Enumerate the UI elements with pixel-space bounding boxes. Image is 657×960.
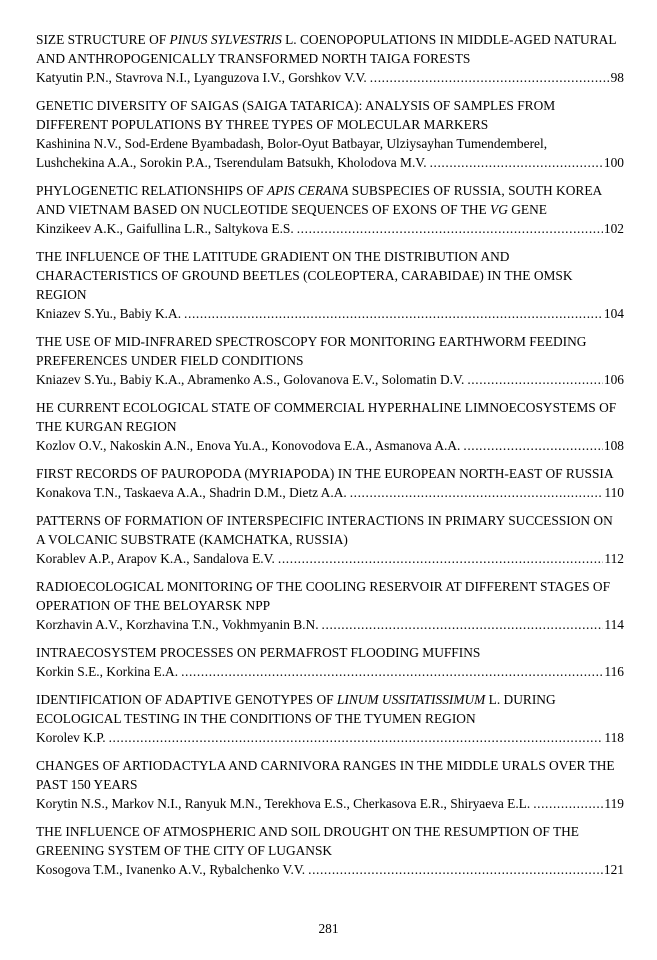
entry-page-number: 110: [604, 485, 624, 500]
dotted-leader: [109, 728, 604, 747]
entry-author-row: [36, 662, 624, 681]
toc-entry: [36, 181, 624, 238]
dotted-leader: [463, 436, 603, 455]
entry-author-row: [36, 153, 624, 172]
entry-title-segment: GENE: [507, 202, 547, 217]
toc-entry: [36, 398, 624, 455]
dotted-leader: [297, 219, 603, 238]
toc-entry: [36, 30, 624, 87]
entry-title-segment: FIRST RECORDS OF PAUROPODA (MYRIAPODA) IN THE EUROPEAN NORTH-EAST OF RUSSIA: [36, 466, 614, 481]
entry-author-row: [36, 219, 624, 238]
dotted-leader: [350, 483, 604, 502]
entry-authors-line: Kashinina N.V., Sod-Erdene Byambadash, Bolor-Oyut Batbayar, Ulziysayhan Tumendemberel,: [36, 136, 548, 151]
entry-title-segment: L. COENOPOPULATIONS IN MIDDLE-AGED NATURAL AND ANTHROPOGENICALLY TRANSFORMED NORTH TAIGA FORESTS: [36, 32, 617, 66]
entry-authors: Korolev K.P.: [36, 730, 106, 745]
toc-entry: [36, 511, 624, 568]
entry-title: [36, 332, 624, 370]
dotted-leader: [181, 662, 603, 681]
entry-title-segment: THE INFLUENCE OF ATMOSPHERIC AND SOIL DROUGHT ON THE RESUMPTION OF THE GREENING SYSTEM OF THE CITY OF LUGANSK: [36, 824, 579, 858]
entry-authors: Katyutin P.N., Stavrova N.I., Lyanguzova I.V., Gorshkov V.V.: [36, 70, 367, 85]
dotted-leader: [278, 549, 604, 568]
toc-entry: [36, 464, 624, 502]
entry-title: [36, 96, 624, 134]
entry-author-row: [36, 483, 624, 502]
toc-entry: [36, 96, 624, 172]
entry-title: [36, 690, 624, 728]
entry-title: [36, 398, 624, 436]
entry-title-segment: THE INFLUENCE OF THE LATITUDE GRADIENT ON THE DISTRIBUTION AND CHARACTERISTICS OF GROUND BEETLES (COLEOPTERA, CARABIDAE) IN THE OMSK REGION: [36, 249, 573, 302]
toc-entry: [36, 643, 624, 681]
entry-title-segment: L. DURING ECOLOGICAL TESTING IN THE CONDITIONS OF THE TYUMEN REGION: [36, 692, 556, 726]
dotted-leader: [533, 794, 603, 813]
entry-author-row: [36, 68, 624, 87]
entry-title-segment: IDENTIFICATION OF ADAPTIVE GENOTYPES OF: [36, 692, 337, 707]
dotted-leader: [184, 304, 603, 323]
entry-page-number: 116: [604, 664, 624, 679]
toc-entries: [36, 30, 624, 879]
toc-entry: [36, 247, 624, 323]
dotted-leader: [467, 370, 603, 389]
footer-page-number: 281: [318, 921, 339, 936]
entry-page-number: 102: [603, 221, 624, 236]
entry-title: [36, 181, 624, 219]
entry-authors: Kinzikeev A.K., Gaifullina L.R., Saltykova E.S.: [36, 221, 294, 236]
entry-authors: Kozlov O.V., Nakoskin A.N., Enova Yu.A., Konovodova E.A., Asmanova A.A.: [36, 438, 461, 453]
entry-page-number: 98: [610, 70, 624, 85]
entry-title: [36, 577, 624, 615]
entry-title: [36, 511, 624, 549]
entry-authors: Kosogova T.M., Ivanenko A.V., Rybalchenko V.V.: [36, 862, 306, 877]
toc-entry: [36, 822, 624, 879]
entry-title-segment: RADIOECOLOGICAL MONITORING OF THE COOLING RESERVOIR AT DIFFERENT STAGES OF OPERATION OF THE BELOYARSK NPP: [36, 579, 611, 613]
entry-page-number: 106: [603, 372, 624, 387]
entry-authors: Lushchekina A.A., Sorokin P.A., Tserendulam Batsukh, Kholodova M.V.: [36, 155, 427, 170]
dotted-leader: [430, 153, 603, 172]
entry-page-number: 112: [604, 551, 624, 566]
entry-author-row: [36, 615, 624, 634]
entry-authors: Kniazev S.Yu., Babiy K.A., Abramenko A.S., Golovanova E.V., Solomatin D.V.: [36, 372, 465, 387]
entry-author-row: [36, 436, 624, 455]
entry-authors: Korzhavin A.V., Korzhavina T.N., Vokhmyanin B.N.: [36, 617, 319, 632]
entry-title-segment: GENETIC DIVERSITY OF SAIGAS (SAIGA TATARICA): ANALYSIS OF SAMPLES FROM DIFFERENT POPULATIONS BY THREE TYPES OF MOLECULAR MARKERS: [36, 98, 556, 132]
entry-authors: Korablev A.P., Arapov K.A., Sandalova E.V.: [36, 551, 275, 566]
entry-page-number: 121: [603, 862, 624, 877]
toc-entry: [36, 332, 624, 389]
entry-title-italic-segment: PINUS SYLVESTRIS: [169, 32, 282, 47]
entry-title-segment: CHANGES OF ARTIODACTYLA AND CARNIVORA RANGES IN THE MIDDLE URALS OVER THE PAST 150 YEARS: [36, 758, 615, 792]
entry-page-number: 114: [604, 617, 624, 632]
entry-author-row: [36, 728, 624, 747]
entry-title: [36, 822, 624, 860]
toc-entry: [36, 756, 624, 813]
entry-title-italic-segment: LINUM USSITATISSIMUM: [336, 692, 486, 707]
toc-entry: [36, 690, 624, 747]
entry-page-number: 108: [603, 438, 624, 453]
entry-authors: Konakova T.N., Taskaeva A.A., Shadrin D.M., Dietz A.A.: [36, 485, 347, 500]
entry-title-segment: PHYLOGENETIC RELATIONSHIPS OF: [36, 183, 267, 198]
entry-page-number: 100: [603, 155, 624, 170]
entry-author-row: [36, 794, 624, 813]
dotted-leader: [322, 615, 604, 634]
entry-author-row: [36, 370, 624, 389]
entry-title: [36, 30, 624, 68]
entry-author-row: [36, 860, 624, 879]
entry-title-italic-segment: APIS CERANA: [267, 183, 349, 198]
entry-author-row: [36, 549, 624, 568]
entry-page-number: 104: [603, 306, 624, 321]
dotted-leader: [370, 68, 610, 87]
entry-authors: Korytin N.S., Markov N.I., Ranyuk M.N., Terekhova E.S., Cherkasova E.R., Shiryaeva E.L.: [36, 796, 531, 811]
page-footer: [0, 919, 657, 938]
entry-title-segment: SIZE STRUCTURE OF: [36, 32, 170, 47]
entry-title: [36, 247, 624, 304]
entry-page-number: 119: [604, 796, 624, 811]
entry-authors: Korkin S.E., Korkina E.A.: [36, 664, 179, 679]
entry-title-segment: HE CURRENT ECOLOGICAL STATE OF COMMERCIAL HYPERHALINE LIMNOECOSYSTEMS OF THE KURGAN REGION: [36, 400, 617, 434]
entry-title-segment: PATTERNS OF FORMATION OF INTERSPECIFIC INTERACTIONS IN PRIMARY SUCCESSION ON A VOLCANIC SUBSTRATE (KAMCHATKA, RUSSIA): [36, 513, 613, 547]
entry-title-italic-segment: VG: [490, 202, 508, 217]
entry-title-segment: THE USE OF MID-INFRARED SPECTROSCOPY FOR MONITORING EARTHWORM FEEDING PREFERENCES UNDER FIELD CONDITIONS: [36, 334, 587, 368]
entry-author-row: [36, 304, 624, 323]
dotted-leader: [308, 860, 603, 879]
entry-title-segment: INTRAECOSYSTEM PROCESSES ON PERMAFROST FLOODING MUFFINS: [36, 645, 481, 660]
entry-page-number: 118: [604, 730, 624, 745]
toc-entry: [36, 577, 624, 634]
entry-title: [36, 643, 624, 662]
entry-title: [36, 756, 624, 794]
entry-title-segment: SUBSPECIES OF RUSSIA, SOUTH KOREA AND VIETNAM BASED ON NUCLEOTIDE SEQUENCES OF EXONS OF THE: [36, 183, 602, 217]
entry-authors: Kniazev S.Yu., Babiy K.A.: [36, 306, 182, 321]
entry-title: [36, 464, 624, 483]
